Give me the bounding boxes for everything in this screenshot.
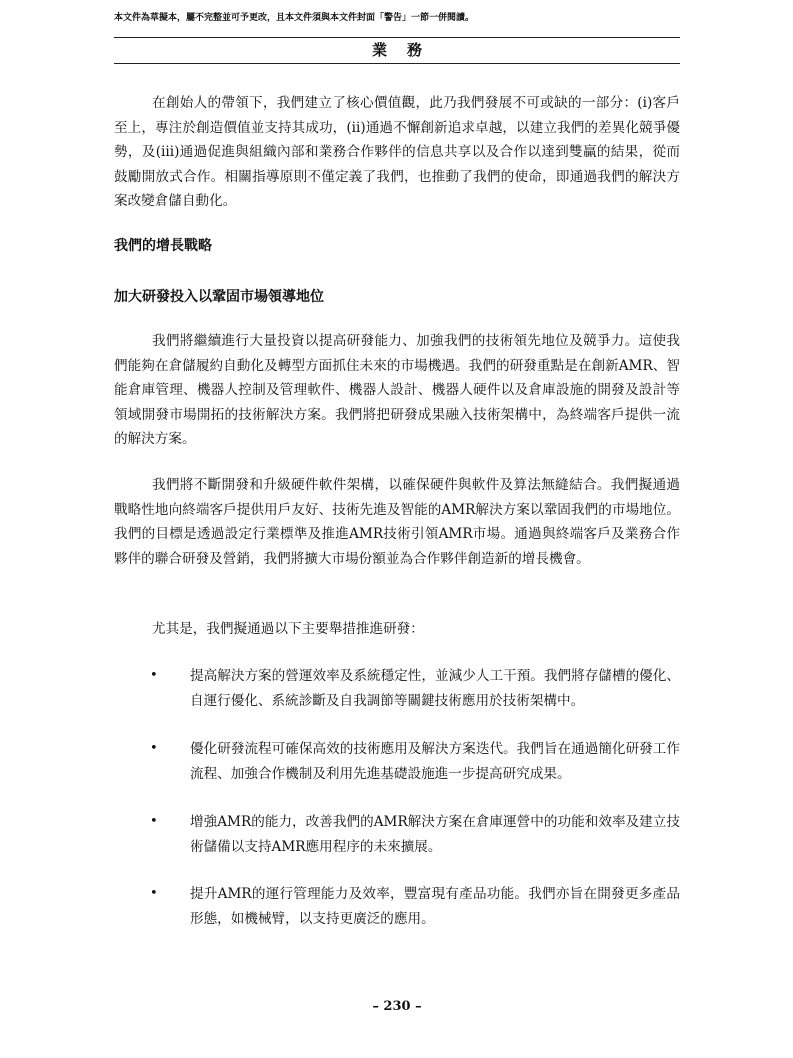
list-item xyxy=(114,810,680,859)
growth-strategy-heading: 我們的增長戰略 xyxy=(114,238,212,254)
bullet-icon: • xyxy=(150,668,158,683)
header-bottom-rule xyxy=(114,63,680,64)
bullet-icon: • xyxy=(150,741,158,756)
rd-investment-heading: 加大研發投入以鞏固市場領導地位 xyxy=(114,289,324,305)
list-item-text: 優化研發流程可確保高效的技術應用及解決方案迭代。我們旨在通過簡化研發工作流程、加強合作機制及利用先進基礎設施進一步提高研究成果。 xyxy=(190,741,680,782)
bullet-icon: • xyxy=(150,886,158,901)
bullet-icon: • xyxy=(150,814,158,829)
section-title: 業務 xyxy=(371,41,442,59)
list-item xyxy=(114,737,680,786)
header-top-rule xyxy=(114,37,680,38)
list-item-text: 增強AMR的能力，改善我們的AMR解決方案在倉庫運營中的功能和效率及建立技術儲備以支持AMR應用程序的未來擴展。 xyxy=(190,814,680,855)
list-item xyxy=(114,664,680,713)
intro-paragraph: 在創始人的帶領下，我們建立了核心價值觀，此乃我們發展不可或缺的一部分：(i)客戶至上，專注於創造價值並支持其成功，(ii)通過不懈創新追求卓越，以建立我們的差異化競爭優勢，及(iii)通過促進與組織內部和業務合作夥伴的信息共享以及合作以達到雙贏的結果，從而鼓勵開放式合作。相關指導原則不僅定義了我們，也推動了我們的使命，即通過我們的解決方案改變倉儲自動化。 xyxy=(114,95,680,209)
list-item xyxy=(114,882,680,931)
page-number: – 230 – xyxy=(372,999,422,1014)
draft-warning-banner: 本文件為草擬本，屬不完整並可予更改，且本文件須與本文件封面「警告」一節一併閱讀。 xyxy=(114,13,475,23)
rd-initiatives-intro: 尤其是，我們擬通過以下主要舉措推進研發： xyxy=(152,621,424,637)
list-item-text: 提升AMR的運行管理能力及效率，豐富現有產品功能。我們亦旨在開發更多產品形態，如機械臂，以支持更廣泛的應用。 xyxy=(190,886,680,927)
rd-paragraph-1: 我們將繼續進行大量投資以提高研發能力、加強我們的技術領先地位及競爭力。這使我們能夠在倉儲履約自動化及轉型方面抓住未來的市場機遇。我們的研發重點是在創新AMR、智能倉庫管理、機器人控制及管理軟件、機器人設計、機器人硬件以及倉庫設施的開發及設計等領域開發市場開拓的技術解決方案。我們將把研發成果融入技術架構中，為終端客戶提供一流的解決方案。 xyxy=(114,333,680,447)
list-item-text: 提高解決方案的營運效率及系統穩定性，並減少人工干預。我們將存儲槽的優化、自運行優化、系統診斷及自我調節等關鍵技術應用於技術架構中。 xyxy=(190,668,680,709)
rd-paragraph-2: 我們將不斷開發和升級硬件軟件架構，以確保硬件與軟件及算法無縫結合。我們擬通過戰略性地向終端客戶提供用戶友好、技術先進及智能的AMR解決方案以鞏固我們的市場地位。我們的目標是透過設定行業標準及推進AMR技術引領AMR市場。通過與終端客戶及業務合作夥伴的聯合研發及營銷，我們將擴大市場份額並為合作夥伴創造新的增長機會。 xyxy=(114,477,680,567)
